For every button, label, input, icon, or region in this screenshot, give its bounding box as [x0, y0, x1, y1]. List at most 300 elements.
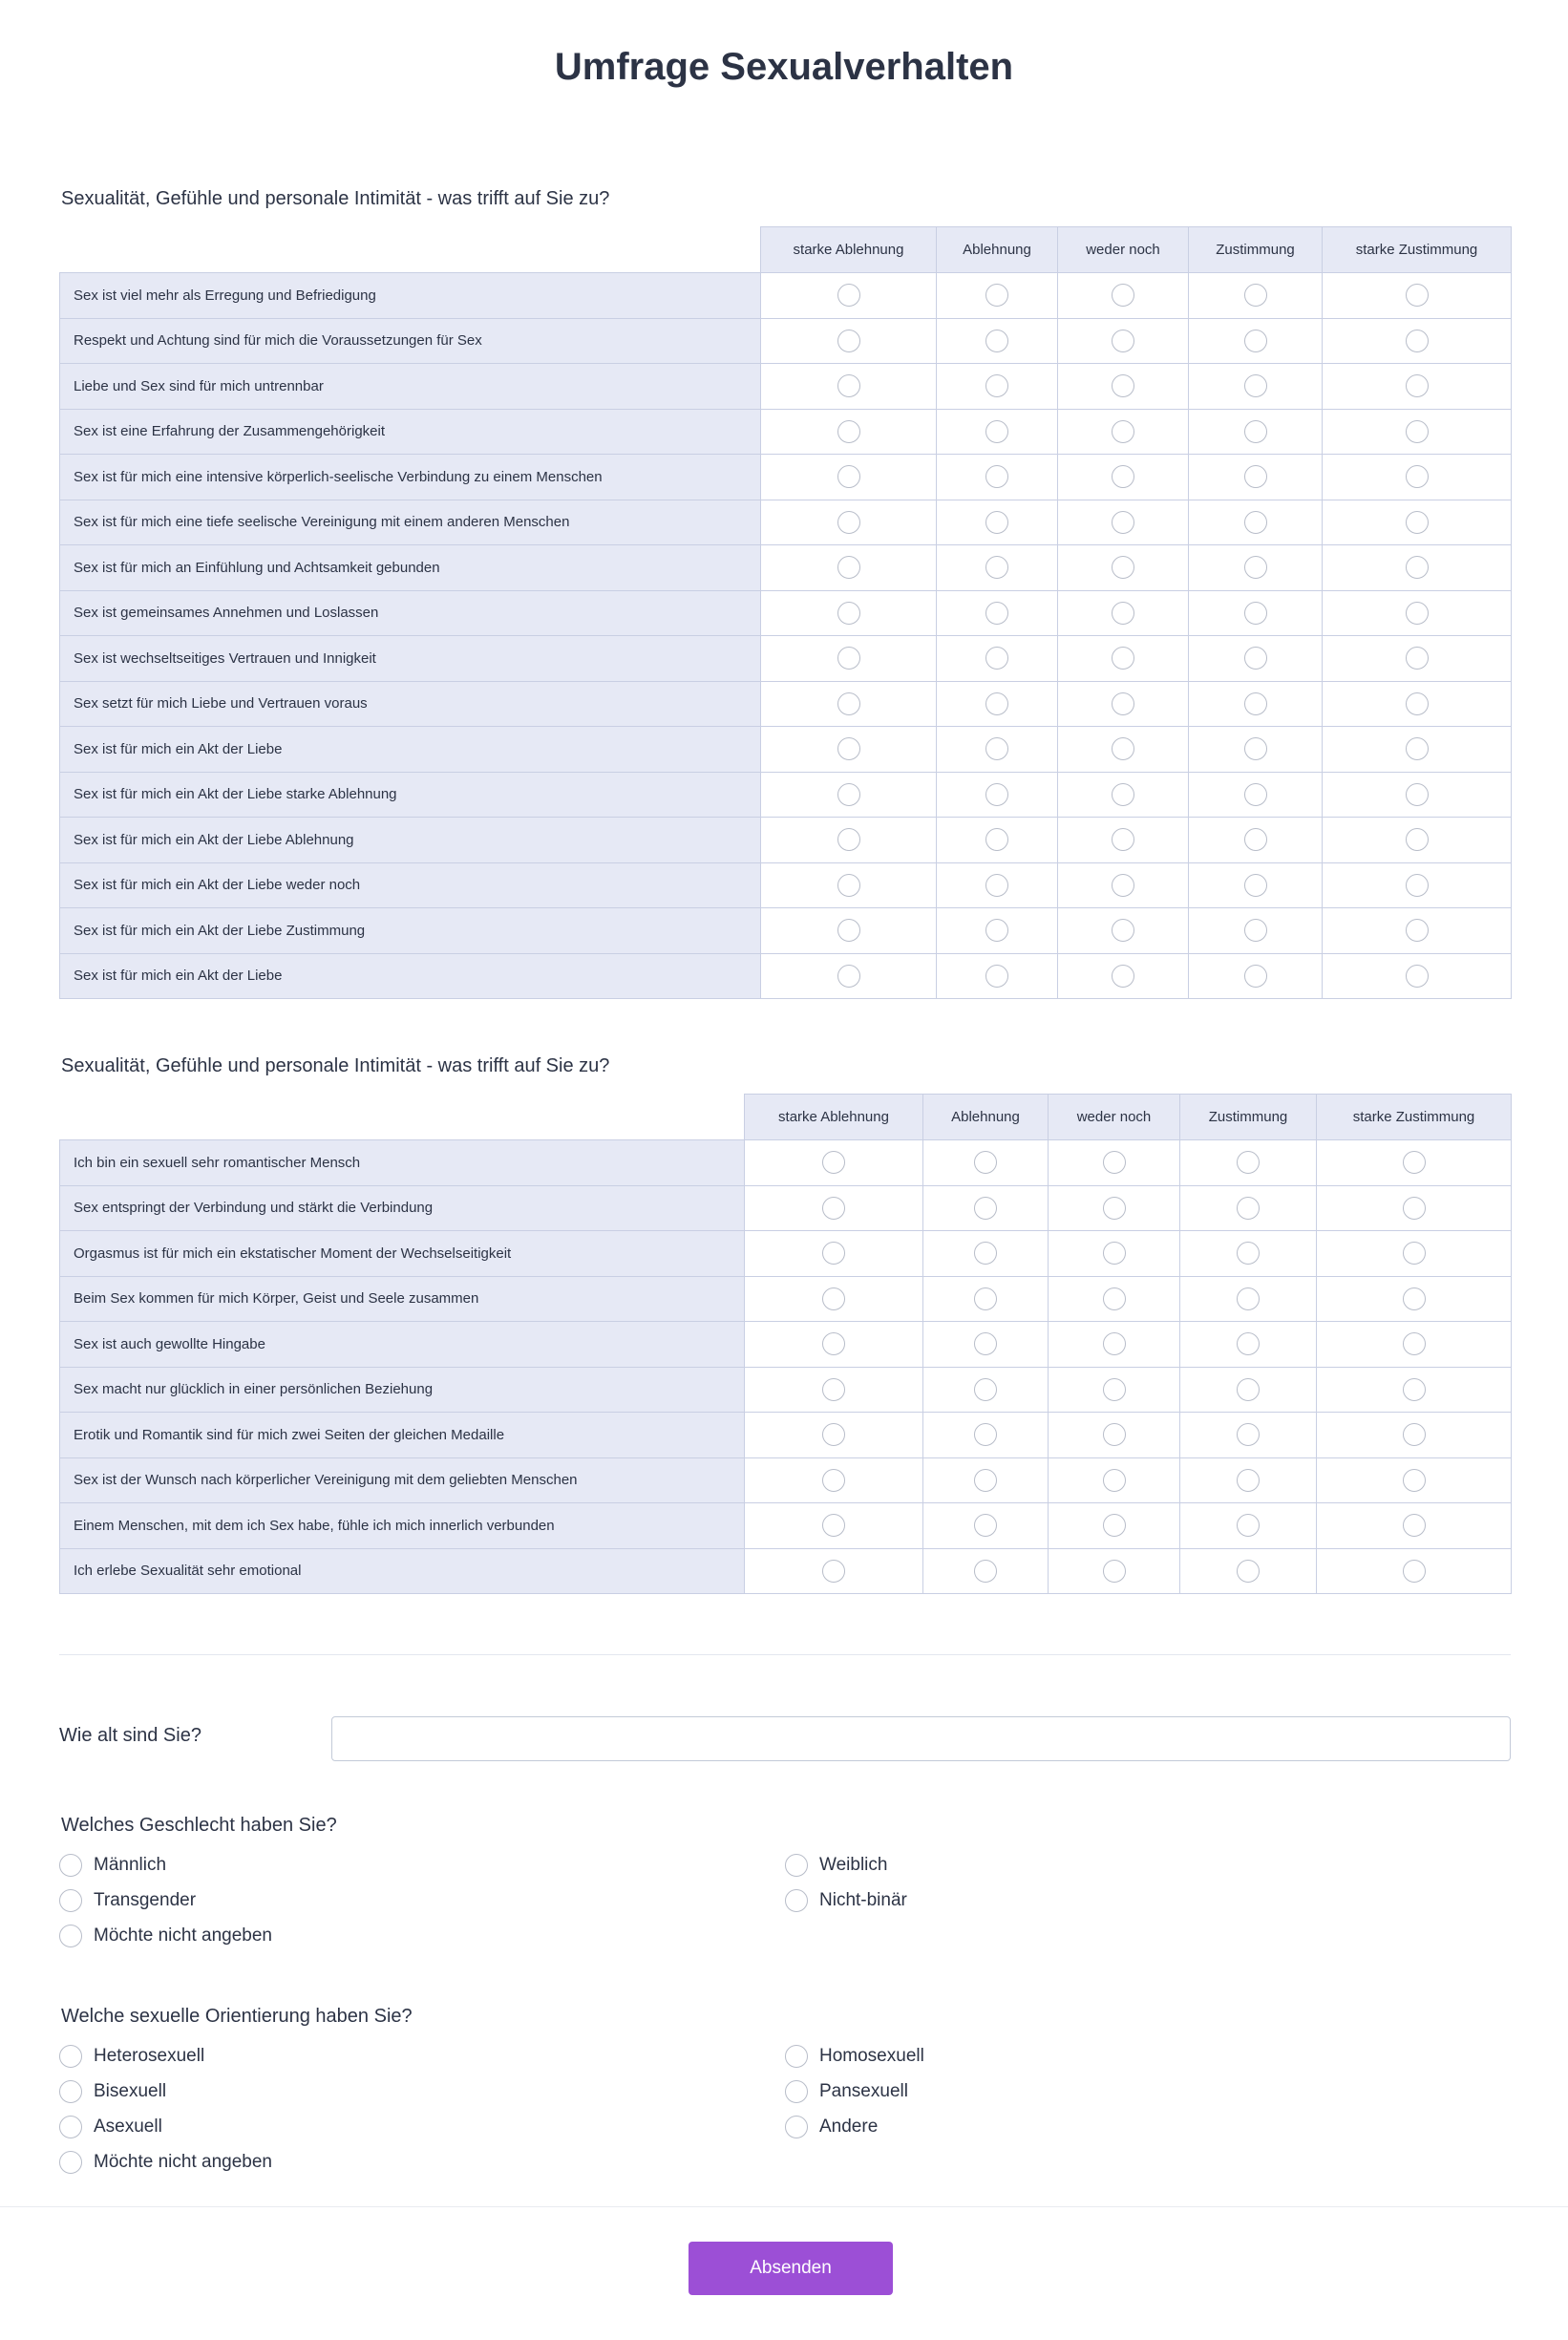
radio-icon[interactable]	[1112, 284, 1134, 307]
radio-icon[interactable]	[837, 647, 860, 670]
radio-icon[interactable]	[1103, 1469, 1126, 1492]
matrix-cell	[745, 1276, 923, 1322]
radio-icon[interactable]	[974, 1287, 997, 1310]
radio-icon[interactable]	[59, 1925, 82, 1947]
radio-icon[interactable]	[1237, 1469, 1260, 1492]
matrix-cell	[937, 364, 1058, 410]
radio-icon[interactable]	[1403, 1423, 1426, 1446]
radio-icon[interactable]	[985, 783, 1008, 806]
matrix-cell	[1323, 500, 1512, 545]
matrix-cell	[937, 953, 1058, 999]
footer-divider	[0, 2206, 1568, 2207]
radio-icon[interactable]	[1403, 1514, 1426, 1537]
matrix-cell	[761, 636, 937, 682]
radio-icon[interactable]	[985, 647, 1008, 670]
matrix-cell	[1058, 818, 1189, 863]
radio-icon[interactable]	[1103, 1423, 1126, 1446]
matrix-cell	[1180, 1322, 1317, 1368]
gender-option-transgender[interactable]	[59, 1889, 196, 1912]
matrix-cell	[923, 1413, 1049, 1458]
radio-icon[interactable]	[785, 1889, 808, 1912]
radio-icon[interactable]	[822, 1560, 845, 1583]
matrix-cell	[1049, 1140, 1180, 1186]
matrix-cell	[1317, 1457, 1512, 1503]
matrix-cell	[937, 862, 1058, 908]
matrix-cell	[761, 500, 937, 545]
radio-icon[interactable]	[1103, 1378, 1126, 1401]
radio-icon[interactable]	[985, 420, 1008, 443]
matrix-row	[60, 455, 1512, 500]
radio-icon[interactable]	[1112, 465, 1134, 488]
matrix-cell	[1189, 862, 1323, 908]
matrix-cell	[1323, 318, 1512, 364]
radio-icon[interactable]	[1244, 647, 1267, 670]
radio-icon[interactable]	[1244, 465, 1267, 488]
matrix-cell	[1180, 1276, 1317, 1322]
matrix-cell	[1058, 273, 1189, 319]
radio-icon[interactable]	[1112, 374, 1134, 397]
radio-icon[interactable]	[837, 420, 860, 443]
matrix-header-blank	[60, 1095, 745, 1140]
radio-icon[interactable]	[59, 2116, 82, 2138]
matrix-row	[60, 636, 1512, 682]
radio-icon[interactable]	[822, 1514, 845, 1537]
radio-icon[interactable]	[1112, 919, 1134, 942]
matrix-cell	[937, 318, 1058, 364]
radio-icon[interactable]	[1112, 965, 1134, 988]
matrix-row	[60, 1548, 1512, 1594]
matrix-cell	[923, 1367, 1049, 1413]
matrix-cell	[761, 681, 937, 727]
radio-icon[interactable]	[1244, 556, 1267, 579]
radio-icon[interactable]	[785, 2116, 808, 2138]
radio-icon[interactable]	[59, 1889, 82, 1912]
matrix-cell	[1049, 1548, 1180, 1594]
radio-icon[interactable]	[837, 602, 860, 625]
matrix-row	[60, 681, 1512, 727]
option-label: Männlich	[94, 1855, 167, 1875]
matrix-cell	[1180, 1457, 1317, 1503]
matrix-row	[60, 545, 1512, 591]
radio-icon[interactable]	[837, 284, 860, 307]
radio-icon[interactable]	[1112, 737, 1134, 760]
radio-icon[interactable]	[1244, 420, 1267, 443]
matrix-cell	[745, 1367, 923, 1413]
matrix-column-header: starke Ablehnung	[745, 1095, 923, 1140]
matrix-row	[60, 1231, 1512, 1277]
radio-icon[interactable]	[1244, 692, 1267, 715]
matrix-row-label: Sex setzt für mich Liebe und Vertrauen voraus	[60, 681, 761, 727]
radio-icon[interactable]	[985, 692, 1008, 715]
section-divider	[59, 1654, 1511, 1655]
orientation-option-asexuell[interactable]	[59, 2116, 162, 2138]
radio-icon[interactable]	[1103, 1151, 1126, 1174]
matrix-cell	[1049, 1503, 1180, 1549]
radio-icon[interactable]	[837, 783, 860, 806]
matrix-row	[60, 1276, 1512, 1322]
matrix-row-label: Respekt und Achtung sind für mich die Voraussetzungen für Sex	[60, 318, 761, 364]
matrix-cell	[937, 681, 1058, 727]
radio-icon[interactable]	[1112, 511, 1134, 534]
matrix-row-label: Sex ist für mich an Einfühlung und Achtsamkeit gebunden	[60, 545, 761, 591]
radio-icon[interactable]	[1112, 828, 1134, 851]
radio-icon[interactable]	[1244, 602, 1267, 625]
option-label: Bisexuell	[94, 2081, 167, 2101]
radio-icon[interactable]	[985, 874, 1008, 897]
matrix-cell	[1317, 1185, 1512, 1231]
matrix-column-header: Ablehnung	[937, 227, 1058, 273]
radio-icon[interactable]	[1406, 647, 1429, 670]
radio-icon[interactable]	[974, 1423, 997, 1446]
radio-icon[interactable]	[1244, 874, 1267, 897]
radio-icon[interactable]	[985, 330, 1008, 352]
radio-icon[interactable]	[1103, 1197, 1126, 1220]
radio-icon[interactable]	[985, 965, 1008, 988]
matrix-row-label: Ich bin ein sexuell sehr romantischer Mensch	[60, 1140, 745, 1186]
matrix-cell	[745, 1413, 923, 1458]
radio-icon[interactable]	[837, 465, 860, 488]
radio-icon[interactable]	[1112, 330, 1134, 352]
radio-icon[interactable]	[1406, 737, 1429, 760]
gender-question: Welches Geschlecht haben Sie?	[61, 1815, 337, 1836]
matrix-cell	[745, 1140, 923, 1186]
matrix-cell	[1058, 500, 1189, 545]
matrix1-title: Sexualität, Gefühle und personale Intimität - was trifft auf Sie zu?	[61, 188, 610, 209]
matrix-row	[60, 862, 1512, 908]
matrix-row	[60, 727, 1512, 773]
radio-icon[interactable]	[1244, 783, 1267, 806]
matrix-row	[60, 1503, 1512, 1549]
radio-icon[interactable]	[985, 737, 1008, 760]
matrix-row-label: Sex ist für mich eine intensive körperlich-seelische Verbindung zu einem Menschen	[60, 455, 761, 500]
matrix-cell	[761, 273, 937, 319]
radio-icon[interactable]	[822, 1423, 845, 1446]
matrix-row-label: Liebe und Sex sind für mich untrennbar	[60, 364, 761, 410]
radio-icon[interactable]	[985, 919, 1008, 942]
radio-icon[interactable]	[1244, 511, 1267, 534]
radio-icon[interactable]	[1406, 374, 1429, 397]
matrix-cell	[761, 862, 937, 908]
matrix-cell	[1189, 908, 1323, 954]
option-label: Andere	[819, 2117, 879, 2137]
matrix-cell	[745, 1322, 923, 1368]
matrix-cell	[761, 727, 937, 773]
matrix-row	[60, 318, 1512, 364]
matrix-cell	[761, 545, 937, 591]
matrix-cell	[1317, 1413, 1512, 1458]
matrix-cell	[1058, 636, 1189, 682]
gender-option-nicht-binaer[interactable]	[785, 1889, 907, 1912]
matrix-column-header: Ablehnung	[923, 1095, 1049, 1140]
matrix-row	[60, 1457, 1512, 1503]
matrix-cell	[761, 953, 937, 999]
matrix-cell	[1323, 409, 1512, 455]
page-title: Umfrage Sexualverhalten	[554, 46, 1014, 88]
matrix-cell	[1180, 1367, 1317, 1413]
radio-icon[interactable]	[1244, 965, 1267, 988]
age-input[interactable]	[331, 1716, 1511, 1761]
radio-icon[interactable]	[59, 2080, 82, 2103]
radio-icon[interactable]	[837, 965, 860, 988]
radio-icon[interactable]	[837, 374, 860, 397]
radio-icon[interactable]	[837, 828, 860, 851]
radio-icon[interactable]	[1403, 1287, 1426, 1310]
radio-icon[interactable]	[1406, 465, 1429, 488]
gender-option-maennlich[interactable]	[59, 1854, 166, 1877]
matrix-cell	[745, 1457, 923, 1503]
radio-icon[interactable]	[1112, 647, 1134, 670]
matrix-cell	[1049, 1185, 1180, 1231]
matrix-cell	[761, 772, 937, 818]
matrix-row	[60, 1413, 1512, 1458]
matrix-cell	[937, 727, 1058, 773]
matrix-row-label: Sex ist für mich ein Akt der Liebe starke Ablehnung	[60, 772, 761, 818]
orientation-option-andere[interactable]	[785, 2116, 878, 2138]
matrix-cell	[1058, 908, 1189, 954]
matrix-cell	[923, 1231, 1049, 1277]
radio-icon[interactable]	[1237, 1151, 1260, 1174]
radio-icon[interactable]	[822, 1469, 845, 1492]
matrix-cell	[1058, 364, 1189, 410]
radio-icon[interactable]	[974, 1514, 997, 1537]
radio-icon[interactable]	[985, 465, 1008, 488]
matrix-cell	[937, 273, 1058, 319]
matrix-cell	[1058, 409, 1189, 455]
radio-icon[interactable]	[1237, 1514, 1260, 1537]
matrix-cell	[1058, 455, 1189, 500]
gender-option-keine-angabe[interactable]	[59, 1925, 272, 1947]
matrix-cell	[1058, 862, 1189, 908]
option-label: Asexuell	[94, 2117, 162, 2137]
radio-icon[interactable]	[1403, 1560, 1426, 1583]
matrix-cell	[1049, 1413, 1180, 1458]
matrix-cell	[1189, 953, 1323, 999]
matrix-column-header: starke Zustimmung	[1317, 1095, 1512, 1140]
matrix-cell	[1058, 681, 1189, 727]
radio-icon[interactable]	[1406, 919, 1429, 942]
radio-icon[interactable]	[1112, 556, 1134, 579]
radio-icon[interactable]	[985, 374, 1008, 397]
matrix-cell	[937, 818, 1058, 863]
option-label: Weiblich	[819, 1855, 888, 1875]
matrix-row-label: Sex ist für mich ein Akt der Liebe Ablehnung	[60, 818, 761, 863]
radio-icon[interactable]	[1406, 511, 1429, 534]
radio-icon[interactable]	[1244, 374, 1267, 397]
radio-icon[interactable]	[1403, 1469, 1426, 1492]
radio-icon[interactable]	[59, 1854, 82, 1877]
radio-icon[interactable]	[974, 1197, 997, 1220]
matrix-cell	[1180, 1231, 1317, 1277]
matrix-row-label: Sex ist gemeinsames Annehmen und Loslassen	[60, 590, 761, 636]
radio-icon[interactable]	[1103, 1287, 1126, 1310]
radio-icon[interactable]	[1103, 1514, 1126, 1537]
radio-icon[interactable]	[822, 1151, 845, 1174]
radio-icon[interactable]	[1112, 602, 1134, 625]
radio-icon[interactable]	[1103, 1332, 1126, 1355]
matrix-cell	[1189, 590, 1323, 636]
radio-icon[interactable]	[837, 330, 860, 352]
matrix-row-label: Sex ist viel mehr als Erregung und Befriedigung	[60, 273, 761, 319]
radio-icon[interactable]	[1244, 737, 1267, 760]
matrix-cell	[1189, 545, 1323, 591]
matrix-column-header: starke Zustimmung	[1323, 227, 1512, 273]
radio-icon[interactable]	[974, 1469, 997, 1492]
radio-icon[interactable]	[1237, 1423, 1260, 1446]
radio-icon[interactable]	[822, 1197, 845, 1220]
matrix-column-header: weder noch	[1058, 227, 1189, 273]
matrix-cell	[1323, 953, 1512, 999]
matrix2-title: Sexualität, Gefühle und personale Intimität - was trifft auf Sie zu?	[61, 1055, 610, 1076]
radio-icon[interactable]	[785, 2045, 808, 2068]
radio-icon[interactable]	[985, 284, 1008, 307]
matrix-cell	[1180, 1413, 1317, 1458]
matrix-cell	[923, 1276, 1049, 1322]
orientation-option-homosexuell[interactable]	[785, 2045, 924, 2068]
matrix-cell	[1189, 455, 1323, 500]
matrix-cell	[937, 500, 1058, 545]
radio-icon[interactable]	[1112, 874, 1134, 897]
radio-icon[interactable]	[837, 919, 860, 942]
matrix-cell	[761, 908, 937, 954]
matrix-cell	[761, 364, 937, 410]
radio-icon[interactable]	[1237, 1242, 1260, 1265]
matrix-cell	[923, 1503, 1049, 1549]
radio-icon[interactable]	[822, 1332, 845, 1355]
matrix-row	[60, 953, 1512, 999]
matrix-cell	[1323, 772, 1512, 818]
radio-icon[interactable]	[1244, 330, 1267, 352]
orientation-option-heterosexuell[interactable]	[59, 2045, 204, 2068]
matrix-cell	[761, 455, 937, 500]
matrix-cell	[937, 455, 1058, 500]
matrix-row	[60, 1322, 1512, 1368]
gender-option-weiblich[interactable]	[785, 1854, 887, 1877]
radio-icon[interactable]	[1406, 692, 1429, 715]
matrix-row	[60, 772, 1512, 818]
radio-icon[interactable]	[1403, 1242, 1426, 1265]
radio-icon[interactable]	[837, 737, 860, 760]
radio-icon[interactable]	[985, 828, 1008, 851]
submit-button[interactable]: Absenden	[689, 2242, 893, 2295]
radio-icon[interactable]	[837, 692, 860, 715]
matrix-cell	[1323, 590, 1512, 636]
matrix-cell	[923, 1185, 1049, 1231]
radio-icon[interactable]	[1112, 783, 1134, 806]
matrix-row-label: Sex ist der Wunsch nach körperlicher Vereinigung mit dem geliebten Menschen	[60, 1457, 745, 1503]
radio-icon[interactable]	[59, 2045, 82, 2068]
radio-icon[interactable]	[1406, 783, 1429, 806]
radio-icon[interactable]	[1403, 1378, 1426, 1401]
matrix-cell	[761, 409, 937, 455]
orientation-option-keine-angabe[interactable]	[59, 2151, 272, 2174]
radio-icon[interactable]	[1244, 284, 1267, 307]
orientation-option-pansexuell[interactable]	[785, 2080, 908, 2103]
radio-icon[interactable]	[59, 2151, 82, 2174]
matrix-cell	[1323, 862, 1512, 908]
matrix-row-label: Sex ist auch gewollte Hingabe	[60, 1322, 745, 1368]
radio-icon[interactable]	[1403, 1197, 1426, 1220]
matrix-cell	[1058, 953, 1189, 999]
radio-icon[interactable]	[985, 511, 1008, 534]
radio-icon[interactable]	[974, 1151, 997, 1174]
matrix-cell	[1189, 772, 1323, 818]
radio-icon[interactable]	[1103, 1242, 1126, 1265]
matrix2-table	[59, 1094, 1512, 1594]
matrix-cell	[745, 1548, 923, 1594]
matrix-header-blank	[60, 227, 761, 273]
radio-icon[interactable]	[1406, 965, 1429, 988]
radio-icon[interactable]	[1406, 828, 1429, 851]
radio-icon[interactable]	[1403, 1151, 1426, 1174]
radio-icon[interactable]	[1406, 284, 1429, 307]
radio-icon[interactable]	[785, 2080, 808, 2103]
radio-icon[interactable]	[974, 1560, 997, 1583]
matrix-cell	[937, 590, 1058, 636]
orientation-question: Welche sexuelle Orientierung haben Sie?	[61, 2006, 413, 2027]
option-label: Transgender	[94, 1890, 197, 1910]
radio-icon[interactable]	[974, 1242, 997, 1265]
radio-icon[interactable]	[1403, 1332, 1426, 1355]
radio-icon[interactable]	[1406, 874, 1429, 897]
radio-icon[interactable]	[985, 602, 1008, 625]
matrix-column-header: starke Ablehnung	[761, 227, 937, 273]
orientation-option-bisexuell[interactable]	[59, 2080, 166, 2103]
matrix-cell	[1189, 409, 1323, 455]
matrix-cell	[1317, 1231, 1512, 1277]
radio-icon[interactable]	[1244, 828, 1267, 851]
matrix-cell	[923, 1457, 1049, 1503]
matrix-cell	[1317, 1322, 1512, 1368]
radio-icon[interactable]	[837, 511, 860, 534]
matrix-cell	[923, 1322, 1049, 1368]
radio-icon[interactable]	[1103, 1560, 1126, 1583]
radio-icon[interactable]	[1237, 1378, 1260, 1401]
option-label: Möchte nicht angeben	[94, 2152, 272, 2172]
radio-icon[interactable]	[974, 1378, 997, 1401]
radio-icon[interactable]	[822, 1378, 845, 1401]
radio-icon[interactable]	[1237, 1287, 1260, 1310]
radio-icon[interactable]	[1237, 1332, 1260, 1355]
radio-icon[interactable]	[822, 1287, 845, 1310]
matrix-cell	[1317, 1140, 1512, 1186]
radio-icon[interactable]	[1406, 330, 1429, 352]
matrix-row-label: Sex ist eine Erfahrung der Zusammengehörigkeit	[60, 409, 761, 455]
radio-icon[interactable]	[1406, 602, 1429, 625]
radio-icon[interactable]	[1237, 1560, 1260, 1583]
matrix-cell	[745, 1185, 923, 1231]
radio-icon[interactable]	[1112, 420, 1134, 443]
radio-icon[interactable]	[837, 556, 860, 579]
matrix-row-label: Sex macht nur glücklich in einer persönlichen Beziehung	[60, 1367, 745, 1413]
matrix-cell	[1049, 1367, 1180, 1413]
matrix-row	[60, 908, 1512, 954]
radio-icon[interactable]	[1237, 1197, 1260, 1220]
radio-icon[interactable]	[985, 556, 1008, 579]
radio-icon[interactable]	[974, 1332, 997, 1355]
matrix-cell	[1189, 273, 1323, 319]
radio-icon[interactable]	[1244, 919, 1267, 942]
radio-icon[interactable]	[837, 874, 860, 897]
radio-icon[interactable]	[785, 1854, 808, 1877]
radio-icon[interactable]	[1406, 556, 1429, 579]
radio-icon[interactable]	[1406, 420, 1429, 443]
radio-icon[interactable]	[822, 1242, 845, 1265]
radio-icon[interactable]	[1112, 692, 1134, 715]
matrix-column-header: Zustimmung	[1189, 227, 1323, 273]
matrix-row-label: Sex ist für mich ein Akt der Liebe	[60, 953, 761, 999]
matrix-cell	[761, 318, 937, 364]
matrix-row-label: Sex ist wechseltseitiges Vertrauen und Innigkeit	[60, 636, 761, 682]
